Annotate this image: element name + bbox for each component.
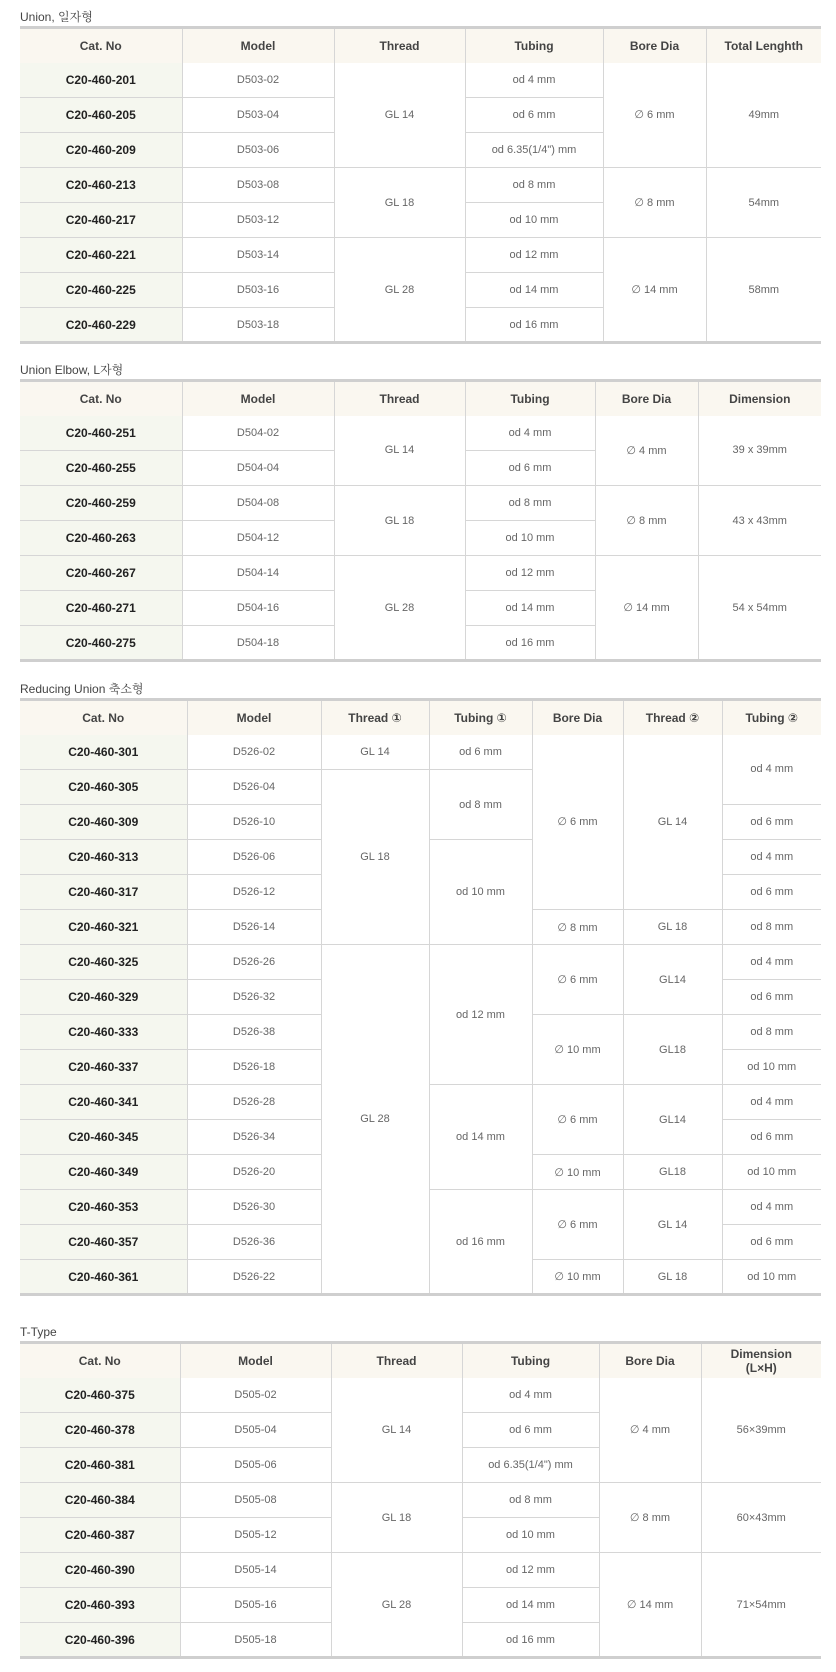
thread-cell: GL 18 [334,486,465,556]
model-cell: D503-18 [182,308,334,343]
bore-dia-cell: ∅ 4 mm [595,416,698,486]
thread-1-cell: GL 28 [321,945,429,1295]
thread-cell: GL 28 [334,556,465,661]
thread-1-cell: GL 18 [321,770,429,945]
model-cell: D504-12 [182,521,334,556]
bore-dia-cell: ∅ 8 mm [599,1483,701,1553]
union-table [20,26,821,344]
model-cell: D503-02 [182,63,334,98]
tubing-cell: od 14 mm [465,273,603,308]
model-cell: D505-18 [180,1623,331,1658]
thread-2-cell: GL18 [623,1155,722,1190]
bore-dia-cell: ∅ 14 mm [603,238,706,343]
thread-1-cell: GL 14 [321,735,429,770]
table-row [20,168,821,203]
tubing-cell: od 6.35(1/4") mm [465,133,603,168]
header-thread: Thread [334,28,465,63]
table-row [20,556,821,591]
cat-no-cell: C20-460-309 [20,805,187,840]
header-bore-dia: Bore Dia [532,700,623,735]
dimension-cell: 60×43mm [701,1483,821,1553]
tubing-2-cell: od 4 mm [722,735,821,805]
model-cell: D503-14 [182,238,334,273]
tubing-cell: od 12 mm [462,1553,599,1588]
tubing-cell: od 10 mm [465,203,603,238]
header-total-length: Total Lenghth [706,28,821,63]
cat-no-cell: C20-460-213 [20,168,182,203]
tubing-cell: od 16 mm [465,626,595,661]
cat-no-cell: C20-460-387 [20,1518,180,1553]
tubing-cell: od 8 mm [465,168,603,203]
header-thread-2: Thread ② [623,700,722,735]
cat-no-cell: C20-460-381 [20,1448,180,1483]
tubing-cell: od 6.35(1/4") mm [462,1448,599,1483]
bore-dia-cell: ∅ 6 mm [532,945,623,1015]
bore-dia-cell: ∅ 8 mm [603,168,706,238]
header-cat-no: Cat. No [20,700,187,735]
bore-dia-cell: ∅ 6 mm [603,63,706,168]
cat-no-cell: C20-460-329 [20,980,187,1015]
cat-no-cell: C20-460-337 [20,1050,187,1085]
thread-2-cell: GL 14 [623,735,722,910]
tubing-cell: od 4 mm [465,416,595,451]
model-cell: D505-12 [180,1518,331,1553]
tubing-2-cell: od 10 mm [722,1050,821,1085]
thread-2-cell: GL14 [623,1085,722,1155]
header-dimension-line-1: Dimension [730,1346,792,1361]
model-cell: D526-14 [187,910,321,945]
union-elbow-caption: Union Elbow, L자형 [20,363,124,377]
union-elbow-table [20,379,821,662]
table-row [20,1378,821,1413]
tubing-cell: od 8 mm [465,486,595,521]
thread-cell: GL 28 [334,238,465,343]
header-bore-dia: Bore Dia [595,381,698,416]
cat-no-cell: C20-460-333 [20,1015,187,1050]
thread-cell: GL 18 [334,168,465,238]
cat-no-cell: C20-460-255 [20,451,182,486]
header-cat-no: Cat. No [20,381,182,416]
table-row [20,945,821,980]
cat-no-cell: C20-460-390 [20,1553,180,1588]
table-row [20,416,821,451]
tubing-cell: od 12 mm [465,556,595,591]
model-cell: D504-02 [182,416,334,451]
model-cell: D505-08 [180,1483,331,1518]
cat-no-cell: C20-460-393 [20,1588,180,1623]
tubing-2-cell: od 6 mm [722,875,821,910]
cat-no-cell: C20-460-251 [20,416,182,451]
bore-dia-cell: ∅ 8 mm [532,910,623,945]
header-tubing: Tubing [462,1343,599,1378]
tubing-2-cell: od 6 mm [722,805,821,840]
model-cell: D504-04 [182,451,334,486]
thread-cell: GL 28 [331,1553,462,1658]
model-cell: D505-16 [180,1588,331,1623]
bore-dia-cell: ∅ 10 mm [532,1155,623,1190]
cat-no-cell: C20-460-305 [20,770,187,805]
bore-dia-cell: ∅ 4 mm [599,1378,701,1483]
cat-no-cell: C20-460-384 [20,1483,180,1518]
cat-no-cell: C20-460-263 [20,521,182,556]
cat-no-cell: C20-460-205 [20,98,182,133]
model-cell: D526-02 [187,735,321,770]
cat-no-cell: C20-460-341 [20,1085,187,1120]
model-cell: D505-04 [180,1413,331,1448]
model-cell: D503-04 [182,98,334,133]
thread-2-cell: GL14 [623,945,722,1015]
model-cell: D503-16 [182,273,334,308]
dimension-cell: 39 x 39mm [698,416,821,486]
cat-no-cell: C20-460-217 [20,203,182,238]
cat-no-cell: C20-460-313 [20,840,187,875]
tubing-cell: od 14 mm [462,1588,599,1623]
model-cell: D504-08 [182,486,334,521]
cat-no-cell: C20-460-259 [20,486,182,521]
tubing-2-cell: od 8 mm [722,910,821,945]
header-model: Model [182,28,334,63]
cat-no-cell: C20-460-378 [20,1413,180,1448]
cat-no-cell: C20-460-271 [20,591,182,626]
model-cell: D526-10 [187,805,321,840]
tubing-cell: od 10 mm [462,1518,599,1553]
header-tubing-2: Tubing ② [722,700,821,735]
model-cell: D505-06 [180,1448,331,1483]
model-cell: D526-20 [187,1155,321,1190]
cat-no-cell: C20-460-361 [20,1260,187,1295]
tubing-2-cell: od 8 mm [722,1015,821,1050]
tubing-2-cell: od 6 mm [722,1120,821,1155]
table-row [20,63,821,98]
model-cell: D526-30 [187,1190,321,1225]
cat-no-cell: C20-460-375 [20,1378,180,1413]
header-model: Model [187,700,321,735]
cat-no-cell: C20-460-275 [20,626,182,661]
model-cell: D526-26 [187,945,321,980]
bore-dia-cell: ∅ 6 mm [532,1190,623,1260]
tubing-cell: od 16 mm [465,308,603,343]
header-cat-no: Cat. No [20,28,182,63]
reducing-union-table [20,698,821,1296]
model-cell: D526-22 [187,1260,321,1295]
bore-dia-cell: ∅ 6 mm [532,1085,623,1155]
model-cell: D504-14 [182,556,334,591]
model-cell: D504-18 [182,626,334,661]
tubing-2-cell: od 6 mm [722,980,821,1015]
thread-2-cell: GL18 [623,1015,722,1085]
model-cell: D526-04 [187,770,321,805]
thread-2-cell: GL 18 [623,910,722,945]
header-bore-dia: Bore Dia [603,28,706,63]
tubing-2-cell: od 10 mm [722,1260,821,1295]
dimension-cell: 56×39mm [701,1378,821,1483]
bore-dia-cell: ∅ 14 mm [595,556,698,661]
tubing-cell: od 4 mm [462,1378,599,1413]
model-cell: D503-08 [182,168,334,203]
header-thread: Thread [331,1343,462,1378]
cat-no-cell: C20-460-345 [20,1120,187,1155]
tubing-2-cell: od 4 mm [722,840,821,875]
dimension-cell: 43 x 43mm [698,486,821,556]
model-cell: D505-14 [180,1553,331,1588]
header-tubing: Tubing [465,381,595,416]
cat-no-cell: C20-460-353 [20,1190,187,1225]
cat-no-cell: C20-460-396 [20,1623,180,1658]
tubing-2-cell: od 6 mm [722,1225,821,1260]
header-thread-1: Thread ① [321,700,429,735]
cat-no-cell: C20-460-357 [20,1225,187,1260]
tubing-1-cell: od 12 mm [429,945,532,1085]
model-cell: D526-34 [187,1120,321,1155]
tubing-2-cell: od 4 mm [722,1190,821,1225]
model-cell: D504-16 [182,591,334,626]
header-model: Model [182,381,334,416]
reducing-union-caption: Reducing Union 축소형 [20,682,144,696]
tubing-cell: od 6 mm [465,451,595,486]
total-length-cell: 49mm [706,63,821,168]
bore-dia-cell: ∅ 10 mm [532,1015,623,1085]
dimension-cell: 54 x 54mm [698,556,821,661]
thread-cell: GL 14 [331,1378,462,1483]
tubing-cell: od 4 mm [465,63,603,98]
header-dimension-line-2: (L×H) [745,1360,777,1375]
thread-cell: GL 14 [334,416,465,486]
tubing-1-cell: od 16 mm [429,1190,532,1295]
header-model: Model [180,1343,331,1378]
cat-no-cell: C20-460-225 [20,273,182,308]
t-type-caption: T-Type [20,1325,57,1339]
tubing-2-cell: od 4 mm [722,945,821,980]
tubing-cell: od 6 mm [465,98,603,133]
cat-no-cell: C20-460-301 [20,735,187,770]
header-cat-no: Cat. No [20,1343,180,1378]
cat-no-cell: C20-460-229 [20,308,182,343]
tubing-cell: od 12 mm [465,238,603,273]
tubing-1-cell: od 8 mm [429,770,532,840]
tubing-1-cell: od 14 mm [429,1085,532,1190]
tubing-cell: od 16 mm [462,1623,599,1658]
total-length-cell: 54mm [706,168,821,238]
header-bore-dia: Bore Dia [599,1343,701,1378]
thread-cell: GL 14 [334,63,465,168]
tubing-cell: od 10 mm [465,521,595,556]
tubing-2-cell: od 4 mm [722,1085,821,1120]
cat-no-cell: C20-460-209 [20,133,182,168]
model-cell: D526-12 [187,875,321,910]
cat-no-cell: C20-460-321 [20,910,187,945]
table-row [20,238,821,273]
dimension-cell: 71×54mm [701,1553,821,1658]
model-cell: D526-36 [187,1225,321,1260]
union-caption: Union, 일자형 [20,10,93,24]
bore-dia-cell: ∅ 6 mm [532,735,623,910]
table-row [20,735,821,770]
cat-no-cell: C20-460-349 [20,1155,187,1190]
table-row [20,1553,821,1588]
model-cell: D526-18 [187,1050,321,1085]
model-cell: D505-02 [180,1378,331,1413]
header-dimension [701,1343,821,1378]
bore-dia-cell: ∅ 14 mm [599,1553,701,1658]
model-cell: D503-06 [182,133,334,168]
header-thread: Thread [334,381,465,416]
cat-no-cell: C20-460-267 [20,556,182,591]
tubing-cell: od 14 mm [465,591,595,626]
cat-no-cell: C20-460-221 [20,238,182,273]
tubing-cell: od 8 mm [462,1483,599,1518]
model-cell: D526-38 [187,1015,321,1050]
t-type-table [20,1341,821,1659]
thread-2-cell: GL 18 [623,1260,722,1295]
header-dimension: Dimension [698,381,821,416]
header-tubing-1: Tubing ① [429,700,532,735]
header-tubing: Tubing [465,28,603,63]
thread-cell: GL 18 [331,1483,462,1553]
bore-dia-cell: ∅ 8 mm [595,486,698,556]
model-cell: D526-32 [187,980,321,1015]
model-cell: D526-28 [187,1085,321,1120]
tubing-2-cell: od 10 mm [722,1155,821,1190]
cat-no-cell: C20-460-201 [20,63,182,98]
total-length-cell: 58mm [706,238,821,343]
table-row [20,486,821,521]
tubing-1-cell: od 6 mm [429,735,532,770]
bore-dia-cell: ∅ 10 mm [532,1260,623,1295]
model-cell: D526-06 [187,840,321,875]
tubing-1-cell: od 10 mm [429,840,532,945]
tubing-cell: od 6 mm [462,1413,599,1448]
cat-no-cell: C20-460-317 [20,875,187,910]
thread-2-cell: GL 14 [623,1190,722,1260]
model-cell: D503-12 [182,203,334,238]
table-row [20,1483,821,1518]
cat-no-cell: C20-460-325 [20,945,187,980]
